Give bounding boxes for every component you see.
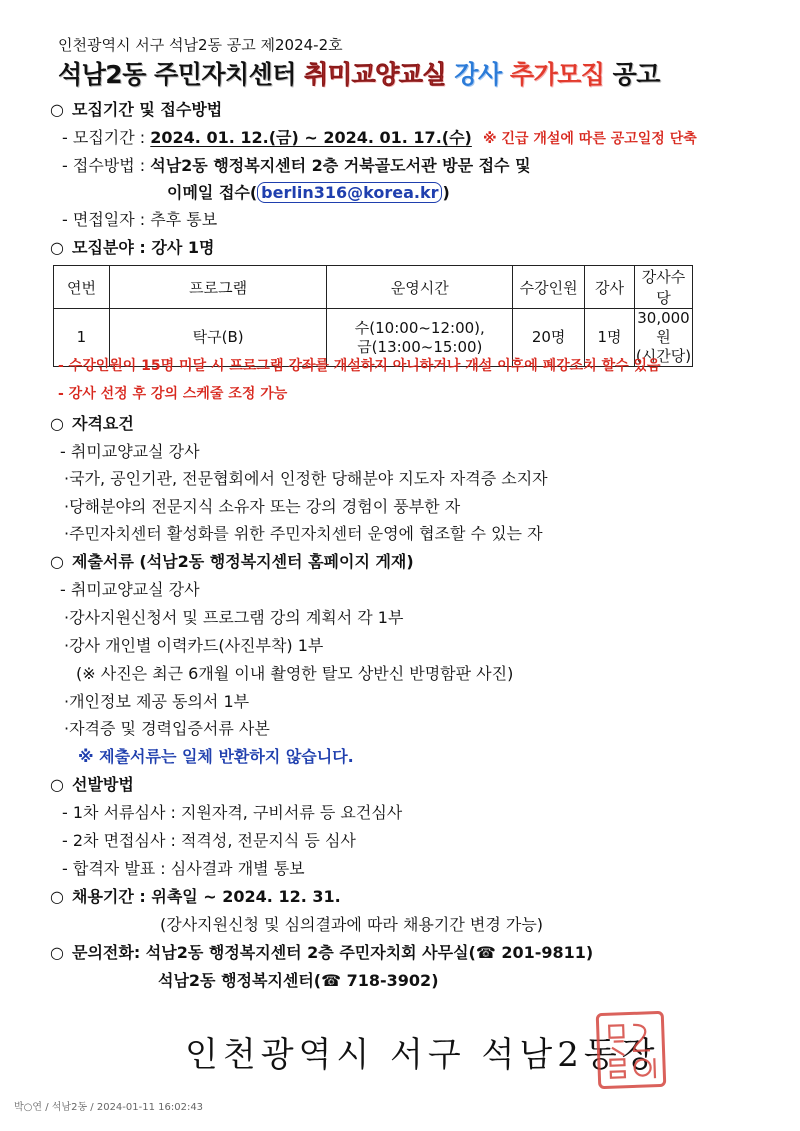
doc-item: - 취미교양교실 강사 [60,580,200,599]
cell-time-line-1: 수(10:00~12:00), [354,318,485,337]
col-header-time: 운영시간 [327,266,513,309]
selection-step: - 합격자 발표 : 심사결과 개별 통보 [62,859,305,878]
note-schedule-adjust: - 강사 선정 후 강의 스케줄 조정 가능 [58,386,288,402]
section-title: 제출서류 (석남2동 행정복지센터 홈페이지 게재) [72,552,414,571]
circle-bullet-icon: ○ [50,552,64,571]
section-title: 모집분야 : 강사 1명 [72,238,215,257]
section-title: 모집기간 및 접수방법 [72,100,223,119]
section-title: 선발방법 [72,775,134,794]
qual-item: - 취미교양교실 강사 [60,442,200,461]
col-header-teacher: 강사 [585,266,635,309]
official-seal-stamp [596,1011,667,1089]
cell-time-line-2: 금(13:00~15:00) [357,337,483,356]
section-contact [50,940,593,963]
cell-program: 탁구(B) [109,309,327,367]
circle-bullet-icon: ○ [50,943,64,962]
issuer-signature: 인천광역시 서구 석남2동장 [185,1035,660,1075]
employment-period-note: (강사지원신청 및 심의결과에 따라 채용기간 변경 가능) [160,915,544,934]
title-part-5: 공고 [612,60,660,89]
doc-item: ·자격증 및 경력입증서류 사본 [64,719,270,738]
title-part-4: 추가모집 [509,60,605,89]
title-part-2: 취미교양교실 [304,60,447,89]
recruit-period-note: ※ 긴급 개설에 따른 공고일정 단축 [482,131,697,147]
doc-item: ·강사지원신청서 및 프로그램 강의 계획서 각 1부 [64,608,404,627]
title-part-1: 석남2동 주민자치센터 [58,60,296,89]
submission-method-row [62,153,531,176]
col-header-program: 프로그램 [109,266,327,309]
section-title: 자격요건 [72,414,134,433]
section-title: 문의전화: 석남2동 행정복지센터 2층 주민자치회 사무실(☎ 201-9811) [72,943,594,962]
cell-pay-line-1: 30,000원 [637,309,690,346]
section-recruit-field [50,235,214,258]
program-table [53,265,693,367]
qual-item: ·주민자치센터 활성화를 위한 주민자치센터 운영에 협조할 수 있는 자 [64,524,543,543]
submission-email-row [167,180,450,203]
cell-no: 1 [54,309,110,367]
submission-method-label: - 접수방법 : [62,156,146,175]
selection-step: - 1차 서류심사 : 지원자격, 구비서류 등 요건심사 [62,803,403,822]
docs-nonreturn-note: ※ 제출서류는 일체 반환하지 않습니다. [78,747,354,766]
circle-bullet-icon: ○ [50,887,64,906]
print-footer: 박○연 / 석남2동 / 2024-01-11 16:02:43 [14,1102,204,1113]
contact-secondary: 석남2동 행정복지센터(☎ 718-3902) [158,971,439,990]
section-title: 채용기간 : 위촉일 ~ 2024. 12. 31. [72,887,341,906]
doc-item: (※ 사진은 최근 6개월 이내 촬영한 탈모 상반신 반명함판 사진) [76,664,514,683]
interview-date-value: 추후 통보 [150,210,218,229]
submission-email-close: ) [442,183,450,202]
col-header-students: 수강인원 [513,266,585,309]
title-part-3: 강사 [454,60,502,89]
table-header-row [54,266,693,309]
qual-item: ·당해분야의 전문지식 소유자 또는 강의 경험이 풍부한 자 [64,497,461,516]
recruit-period-row [62,125,697,148]
interview-date-row [62,207,217,230]
page-title [58,55,660,91]
cell-teacher: 1명 [585,309,635,367]
col-header-pay: 강사수당 [634,266,692,309]
recruit-period-value: 2024. 01. 12.(금) ~ 2024. 01. 17.(수) [150,128,472,147]
section-selection [50,772,134,795]
email-link[interactable]: berlin316@korea.kr [257,182,442,203]
section-recruitment-period [50,97,222,120]
selection-step: - 2차 면접심사 : 적격성, 전문지식 등 심사 [62,831,356,850]
cell-students: 20명 [513,309,585,367]
section-qualifications [50,411,134,434]
interview-date-label: - 면접일자 : [62,210,146,229]
circle-bullet-icon: ○ [50,775,64,794]
circle-bullet-icon: ○ [50,238,64,257]
recruit-period-label: - 모집기간 : [62,128,146,147]
submission-email-label: 이메일 접수( [167,183,258,202]
doc-item: ·강사 개인별 이력카드(사진부착) 1부 [64,636,324,655]
submission-method-value: 석남2동 행정복지센터 2층 거북골도서관 방문 접수 및 [150,156,531,175]
note-cancel-policy: - 수강인원이 15명 미달 시 프로그램 강좌를 개설하지 아니하거나 개설 이후에 폐강조치 할수 있음 [58,358,661,374]
col-header-no: 연번 [54,266,110,309]
circle-bullet-icon: ○ [50,100,64,119]
cell-pay-line-2: (시간당) [635,347,692,365]
qual-item: ·국가, 공인기관, 전문협회에서 인정한 당해분야 지도자 자격증 소지자 [64,469,548,488]
section-employment-period [50,884,341,907]
section-documents [50,549,414,572]
notice-number: 인천광역시 서구 석남2동 공고 제2024-2호 [58,36,343,54]
seal-pattern-icon [603,1018,661,1084]
circle-bullet-icon: ○ [50,414,64,433]
doc-item: ·개인정보 제공 동의서 1부 [64,692,250,711]
